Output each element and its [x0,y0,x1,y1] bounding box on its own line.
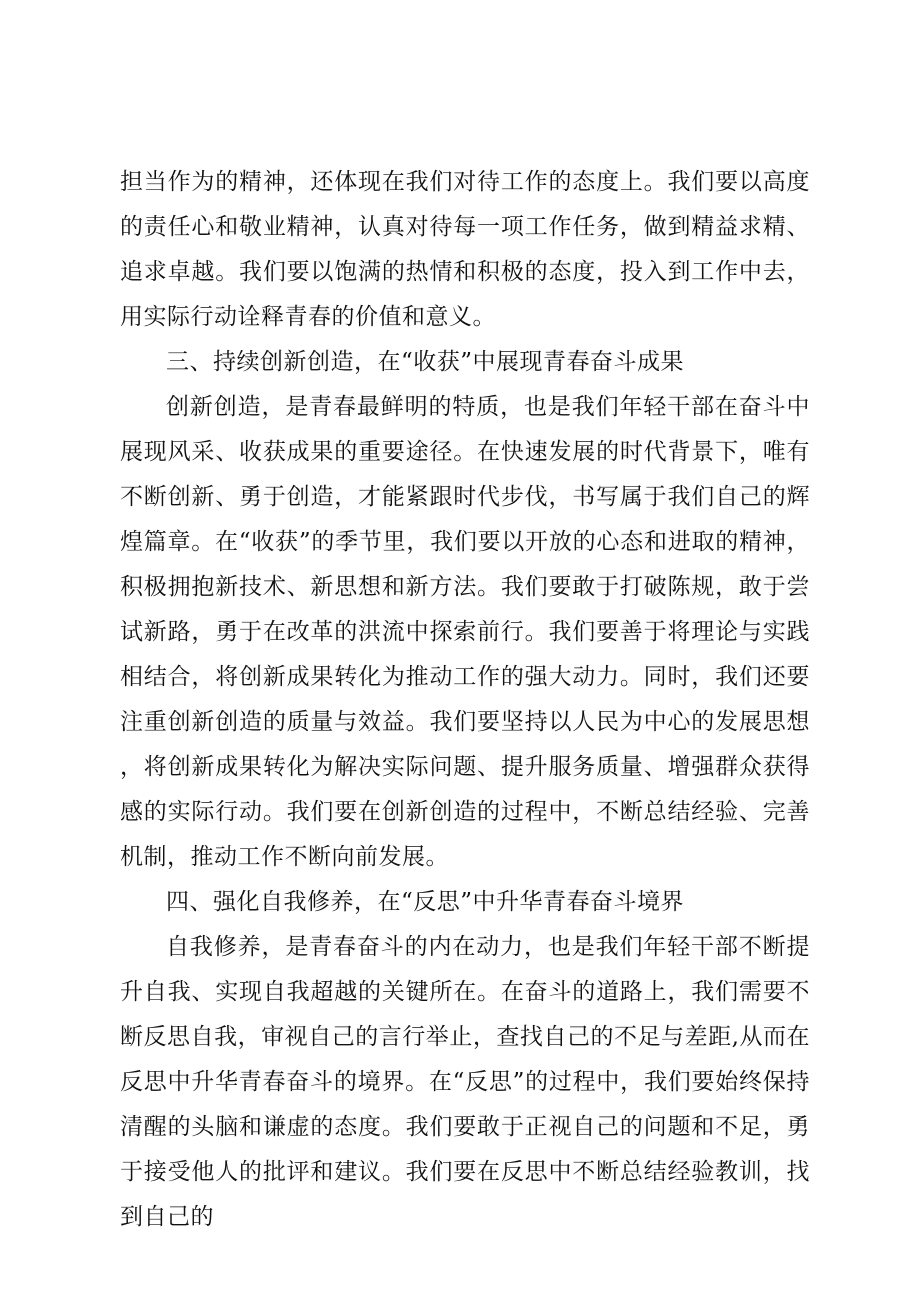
body-paragraph-continuation: 担当作为的精神，还体现在我们对待工作的态度上。我们要以高度的责任心和敬业精神，认真对待每一项工作任务，做到精益求精、追求卓越。我们要以饱满的热情和积极的态度，投入到工作中去，用实际行动诠释青春的价值和意义。 [120,169,810,330]
section-heading-3: 三、持续创新创造，在“收获”中展现青春奋斗成果 [166,349,685,375]
section-heading-4: 四、强化自我修养，在“反思”中升华青春奋斗境界 [166,889,685,915]
document-body [120,160,810,1240]
body-paragraph-self-cultivation: 自我修养，是青春奋斗的内在动力，也是我们年轻干部不断提升自我、实现自我超越的关键所在。在奋斗的道路上，我们需要不断反思自我，审视自己的言行举止，查找自己的不足与差距,从而在反思中升华青春奋斗的境界。在“反思”的过程中，我们要始终保持清醒的头脑和谦虚的态度。我们要敢于正视自己的问题和不足，勇于接受他人的批评和建议。我们要在反思中不断总结经验教训，找到自己的 [120,934,810,1230]
body-paragraph-innovation: 创新创造，是青春最鲜明的特质，也是我们年轻干部在奋斗中展现风采、收获成果的重要途径。在快速发展的时代背景下，唯有不断创新、勇于创造，才能紧跟时代步伐，书写属于我们自己的辉煌篇章。在“收获”的季节里，我们要以开放的心态和进取的精神，积极拥抱新技术、新思想和新方法。我们要敢于打破陈规，敢于尝试新路，勇于在改革的洪流中探索前行。我们要善于将理论与实践相结合，将创新成果转化为推动工作的强大动力。同时，我们还要注重创新创造的质量与效益。我们要坚持以人民为中心的发展思想，将创新成果转化为解决实际问题、提升服务质量、增强群众获得感的实际行动。我们要在创新创造的过程中，不断总结经验、完善机制，推动工作不断向前发展。 [120,394,810,870]
